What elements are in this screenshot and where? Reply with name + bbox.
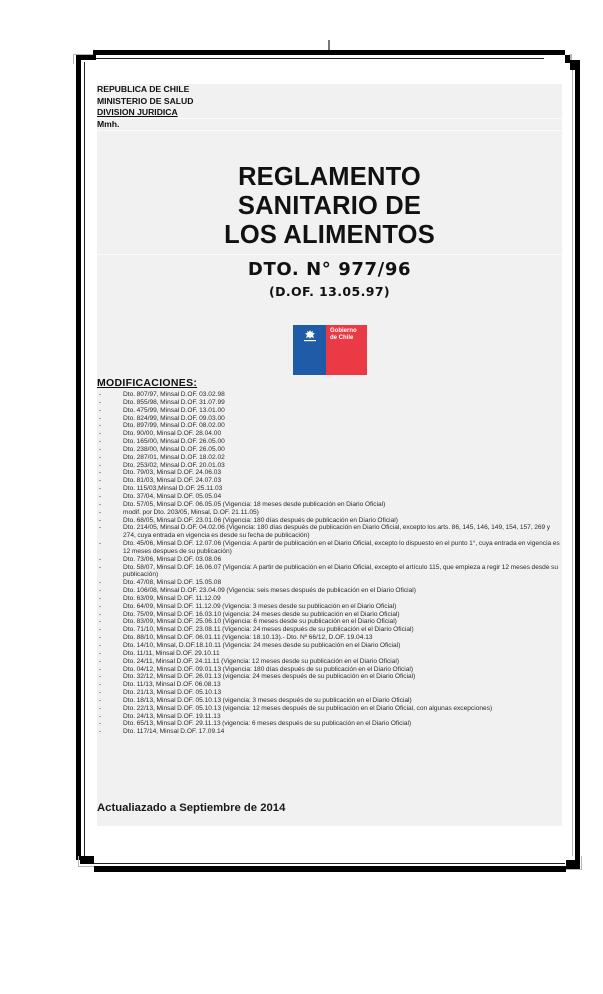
- page-number-mark: [328, 40, 330, 50]
- list-item: - Dto. 21/13, Minsal D.OF. 05.10.13: [97, 689, 562, 697]
- list-item: - Dto. 65/13, Minsal D.OF. 29.11.13 (vigencia: 6 meses después de su publicación en el Diario Oficial): [97, 720, 562, 728]
- list-item: - Dto. 83/09, Minsal D.OF. 25.06.10 (Vigencia: 6 meses desde su publicación en el Diario Oficial): [97, 618, 562, 626]
- document-title: [97, 163, 562, 250]
- list-item: - Dto. 79/03, Minsal D.OF. 24.06.03: [97, 469, 562, 477]
- list-item: - Dto. 807/97, Minsal D.OF. 03.02.98: [97, 391, 562, 399]
- initials-line: Mmh.: [97, 118, 120, 129]
- last-updated-note: Actualiazado a Septiembre de 2014: [97, 802, 286, 814]
- logo-blue-panel: [293, 325, 326, 375]
- list-item: - Dto. 57/05, Minsal D.OF. 06.05.05 (Vigencia: 18 meses desde publicación en Diario Oficial): [97, 501, 562, 509]
- list-item: - Dto. 14/10, Minsal, D.OF.18.10.11 (Vigencia: 24 meses desde su publicación en el Diario Oficial): [97, 642, 562, 650]
- document-page: [97, 84, 562, 826]
- division-line: DIVISION JURIDICA: [97, 107, 178, 117]
- list-item: - Dto. 11/13, Minsal D.OF. 06.08.13: [97, 681, 562, 689]
- modifications-list: [97, 391, 562, 736]
- modifications-heading: MODIFICACIONES:: [97, 377, 198, 389]
- list-item: - Dto. 824/99, Minsal D.OF. 09.03.00: [97, 415, 562, 423]
- list-item: - Dto. 73/06, Minsal D.OF. 03.08.06: [97, 556, 562, 564]
- title-line-2: SANITARIO DE: [237, 192, 422, 220]
- list-item: - Dto. 64/09, Minsal D.OF. 11.12.09 (Vigencia: 3 meses desde su publicación en el Diario Oficial): [97, 603, 562, 611]
- divider: [97, 254, 562, 255]
- official-gazette-date: (D.OF. 13.05.97): [268, 284, 391, 299]
- list-item: - Dto. 71/10, Minsal D.OF. 23.08.11 (Vigencia: 24 meses después de su publicación el el Diario Oficial): [97, 626, 562, 634]
- list-item: - Dto. 81/03, Minsal D.OF. 24.07.03: [97, 477, 562, 485]
- list-item: - Dto. 88/10, Minsal D.OF. 06.01.11 (Vigencia: 18.10.13).- Dto. Nº 66/12, D.OF. 19.04.13: [97, 634, 562, 642]
- decree-number: DTO. N° 977/96: [247, 259, 412, 280]
- list-item: - Dto. 90/00, Minsal D.OF. 28.04.00: [97, 430, 562, 438]
- list-item: - Dto. 58/07, Minsal D.OF. 16.06.07 (Vigencia: A partir de publicación en el Diario Oficial, excepto el artículo 115, que empieza a regir 12 meses desde su publicación): [97, 564, 562, 580]
- list-item: - Dto. 04/12, Minsal D.OF. 09.01.13 (Vigencia: 180 días después de su publicación en el Diario Oficial): [97, 666, 562, 674]
- logo-text-line-2: de Chile: [330, 335, 354, 341]
- list-item: - Dto. 18/13, Minsal D.OF. 05.10.13 (vigencia: 3 meses después de su publicación en el Diario Oficial): [97, 697, 562, 705]
- list-item: - Dto. 475/99, Minsal D.OF. 13.01.00: [97, 407, 562, 415]
- list-item: - Dto. 45/06, Minsal D.OF. 12.07.06 (Vigencia: A partir de publicación en el Diario Oficial, excepto lo dispuesto en el punto 1°, cuya entrada en vigencia es 12 meses despues de su publicación): [97, 540, 562, 556]
- list-item: - Dto. 165/00, Minsal D.OF. 26.05.00: [97, 438, 562, 446]
- list-item: - Dto. 106/08, Minsal D.OF. 23.04.09 (Vigencia: seis meses después de publicación en el Diario Oficial): [97, 587, 562, 595]
- list-item: - Dto. 75/09, Minsal D.OF. 16.03.10 (vigencia: 24 meses desde su publicación en el Diario Oficial): [97, 611, 562, 619]
- title-line-1: REGLAMENTO: [238, 163, 421, 191]
- logo-red-panel: [326, 325, 367, 375]
- list-item: - modif. por Dto. 203/05, Minsal, D.OF. 21.11.05): [97, 509, 562, 517]
- list-item: - Dto. 115/03,Minsal D.OF. 25.11.03: [97, 485, 562, 493]
- list-item: - Dto. 32/12, Minsal D.OF. 26.01.13 (vigencia: 24 meses después de su publicación en el Diario Oficial): [97, 673, 562, 681]
- list-item: - Dto. 287/01, Minsal D.OF. 18.02.02: [97, 454, 562, 462]
- issuer-header: [97, 84, 193, 130]
- list-item: - Dto. 238/00, Minsal D.OF. 26.05.00: [97, 446, 562, 454]
- list-item: - Dto. 68/05, Minsal D.OF. 23.01.06 (Vigencia: 180 días después de publicación en Diario Oficial): [97, 517, 562, 525]
- ministry-line: MINISTERIO DE SALUD: [97, 95, 194, 106]
- list-item: - Dto. 24/11, Minsal D.OF. 24.11.11 (Vigencia: 12 meses desde su publicación en el Diario Oficial): [97, 658, 562, 666]
- gobierno-de-chile-logo: [293, 325, 367, 375]
- list-item: - Dto. 24/13, Minsal D.OF. 19.11.13: [97, 713, 562, 721]
- list-item: - Dto. 253/02, Minsal D.OF. 20.01.03: [97, 462, 562, 470]
- list-item: - Dto. 47/08, Minsal D.OF. 15.05.08: [97, 579, 562, 587]
- title-line-3: LOS ALIMENTOS: [224, 221, 435, 249]
- list-item: - Dto. 37/04, Minsal D.OF. 05.05.04: [97, 493, 562, 501]
- divider: [97, 130, 562, 131]
- list-item: - Dto. 855/98, Minsal D.OF. 31.07.99: [97, 399, 562, 407]
- list-item: - Dto. 63/09, Minsal D.OF. 11.12.09: [97, 595, 562, 603]
- list-item: - Dto. 22/13, Minsal D.OF. 05.10.13 (vigencia: 12 meses después de su publicación en el Diario Oficial, con algunas excepciones): [97, 705, 562, 713]
- chile-government-crest-icon: [302, 329, 318, 342]
- logo-text-line-1: Gobierno: [330, 328, 357, 334]
- list-item: - Dto. 117/14, Minsal D.OF. 17.09.14: [97, 728, 562, 736]
- list-item: - Dto. 11/11, Minsal D.OF. 29.10.11: [97, 650, 562, 658]
- country-line: REPUBLICA DE CHILE: [97, 84, 190, 94]
- list-item: - Dto. 897/99, Minsal D.OF. 08.02.00: [97, 422, 562, 430]
- list-item: - Dto. 214/05, Minsal D.OF. 04.02.06 (Vigencia: 180 días después de publicación en Diario Oficial, excepto los arts. 86, 145, 146, 149, 154, 157, 269 y 274, cuya entrada en vigencia es desde su fecha de publicación): [97, 524, 562, 540]
